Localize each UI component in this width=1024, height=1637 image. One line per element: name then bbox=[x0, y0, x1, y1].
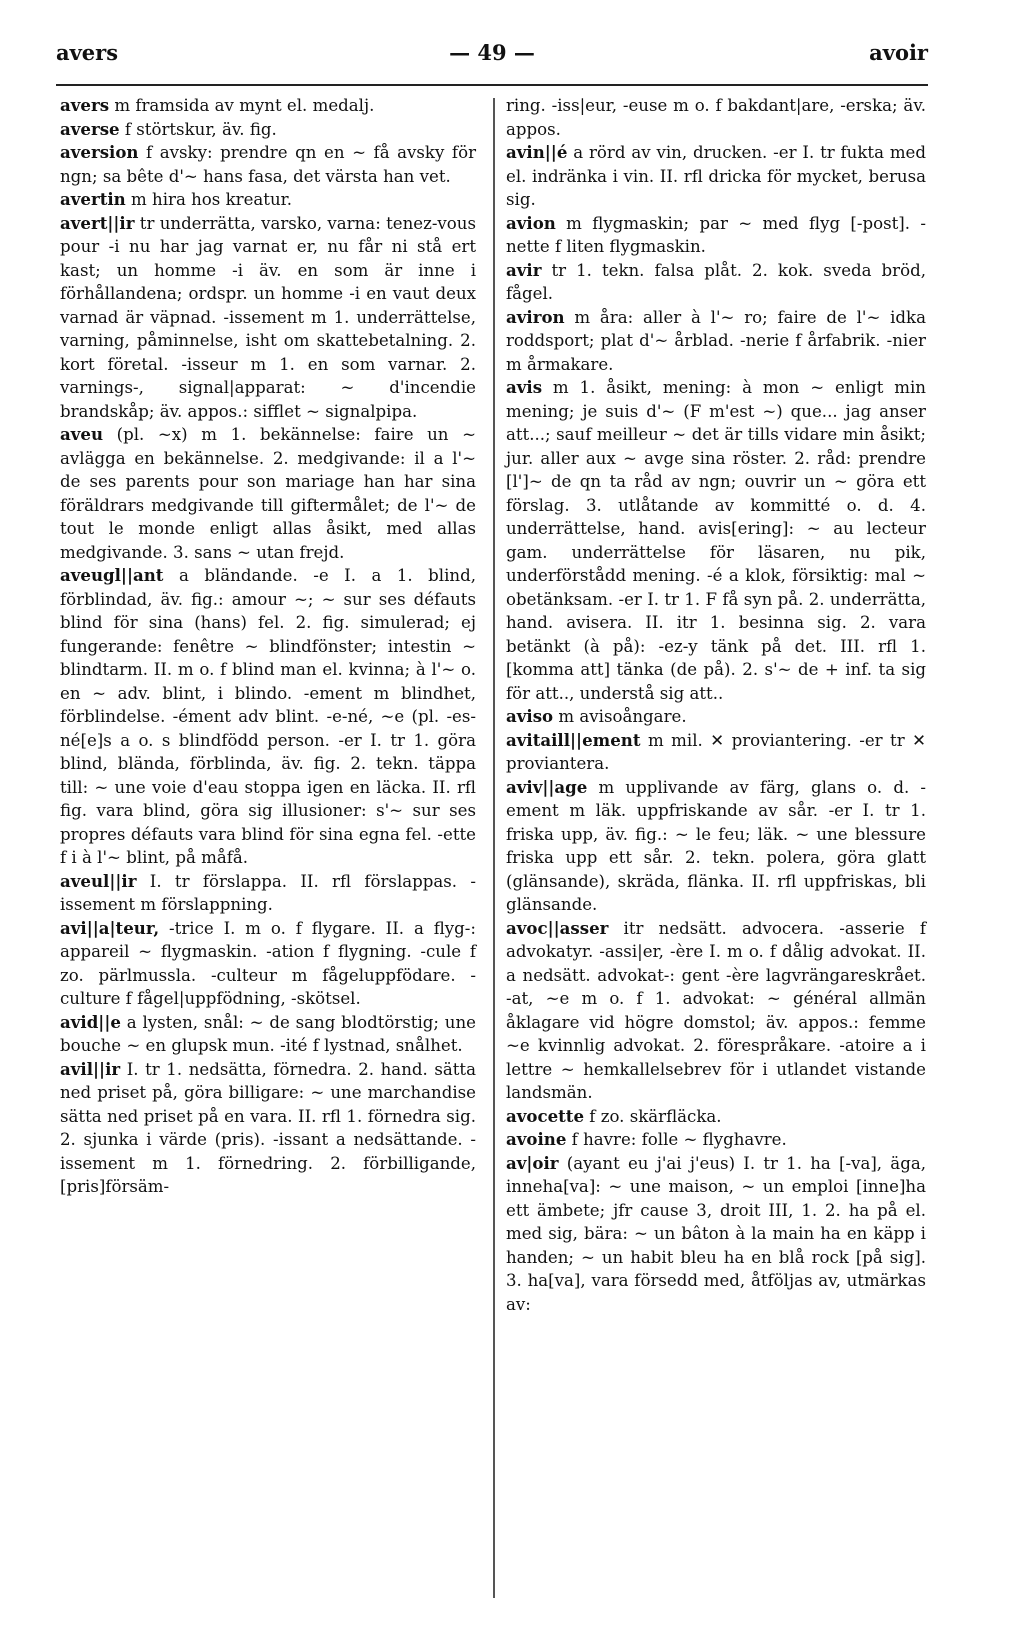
headword: aviron bbox=[506, 306, 565, 327]
column-divider bbox=[493, 98, 495, 1598]
headword: avocette bbox=[506, 1105, 585, 1126]
headword: aveu bbox=[60, 424, 104, 444]
running-head bbox=[56, 40, 928, 74]
left-column bbox=[60, 94, 476, 1199]
dictionary-entry: avocette f zo. skärfläcka. bbox=[506, 1105, 722, 1126]
headword: avers bbox=[60, 95, 110, 115]
headword: aviso bbox=[506, 706, 554, 726]
page-number: — 49 — bbox=[449, 40, 535, 65]
dictionary-entry: avil||ir I. tr 1. nedsätta, förnedra. 2. hand. sätta ned priset på, göra billigare: ~ une marchandise sätta ned priset på en vara. II. rfl 1. förnedra sig. 2. sjunka i värde (pris). -issant a nedsättande. -issement m 1. förnedring. 2. förbilligande, [pris]försäm- bbox=[60, 1058, 476, 1196]
headword: avertin bbox=[60, 189, 126, 209]
dictionary-entry: avertin m hira hos kreatur. bbox=[60, 189, 293, 209]
dictionary-entry: avers m framsida av mynt el. medalj. bbox=[60, 95, 375, 115]
dictionary-entry: aviso m avisoångare. bbox=[506, 706, 687, 726]
headword: av|oir bbox=[506, 1152, 559, 1173]
headword: avir bbox=[506, 259, 542, 280]
dictionary-entry: avion m flygmaskin; par ~ med flyg [-post]. -nette f liten flygmaskin. bbox=[506, 212, 926, 256]
headword: avitaill||ement bbox=[506, 729, 641, 750]
headword: avil||ir bbox=[60, 1058, 121, 1079]
dictionary-entry: avoc||asser itr nedsätt. advocera. -asserie f advokatyr. -assi|er, -ère I. m o. f dålig advokat. II. a nedsätt. advokat-: gent -ère lagvrängareskrået. -at, ~e m o. f 1. advokat: ~ général allmän åklagare vid högre domstol; äv. appos.: femme ~e kvinnlig advokat. 2. förespråkare. -atoire a i lettre ~ hemkallelsebrev för i utlandet vistande landsmän. bbox=[506, 917, 926, 1102]
dictionary-entry: aversion f avsky: prendre qn en ~ få avsky för ngn; sa bête d'~ hans fasa, det värsta han vet. bbox=[60, 142, 476, 186]
headword: avert||ir bbox=[60, 212, 135, 233]
headword: aveul||ir bbox=[60, 870, 137, 891]
dictionary-entry: aveugl||ant a bländande. -e I. a 1. blind, förblindad, äv. fig.: amour ~; ~ sur ses défauts blind för sina (hans) fel. 2. fig. simulerad; ej fungerande: fenêtre ~ blindfönster; intestin ~ blindtarm. II. m o. f blind man el. kvinna; à l'~ o. en ~ adv. blint, i blindo. -ement m blindhet, förblindelse. -ément adv blint. -e-né, ~e (pl. -es-né[e]s a o. s blindfödd person. -er I. tr 1. göra blind, blända, förblinda, äv. fig. 2. tekn. täppa till: ~ une voie d'eau stoppa igen en läcka. II. rfl fig. vara blind, göra sig illusioner: s'~ sur ses propres défauts vara blind för sina egna fel. -ette f i à l'~ blint, på måfå. bbox=[60, 565, 476, 867]
headword: aviv||age bbox=[506, 776, 588, 797]
headword: avi||a|teur, bbox=[60, 917, 160, 938]
headword: avoine bbox=[506, 1129, 567, 1149]
dictionary-entry: averse f störtskur, äv. fig. bbox=[60, 118, 277, 139]
header-rule bbox=[56, 84, 928, 86]
headword: aveugl||ant bbox=[60, 565, 164, 585]
dictionary-entry: avert||ir tr underrätta, varsko, varna: tenez-vous pour -i nu har jag varnat er, nu får ni stå ert kast; un homme -i äv. en som är inne i förhållandena; ordspr. un homme -i en vaut deux varnad är väpnad. -issement m 1. underrättelse, varning, påminnelse, isht om skattebetalning. 2. kort företal. -isseur m 1. en som varnar. 2. varnings-, signal|apparat: ~ d'incendie brandskåp; äv. appos.: sifflet ~ signalpipa. bbox=[60, 212, 476, 421]
dictionary-entry: aviron m åra: aller à l'~ ro; faire de l'~ idka roddsport; plat d'~ årblad. -nerie f årfabrik. -nier m årmakare. bbox=[506, 306, 926, 374]
headword: aversion bbox=[60, 142, 139, 162]
dictionary-entry: avoine f havre: folle ~ flyghavre. bbox=[506, 1129, 787, 1149]
dictionary-entry: aviv||age m upplivande av färg, glans o. d. -ement m läk. uppfriskande av sår. -er I. tr 1. friska upp, äv. fig.: ~ le feu; läk. ~ une blessure friska upp ett sår. 2. tekn. polera, göra glatt (glänsande), skräda, flänka. II. rfl uppfriskas, bli glänsande. bbox=[506, 776, 926, 914]
dictionary-entry: ring. -iss|eur, -euse m o. f bakdant|are, -erska; äv. appos. bbox=[506, 96, 926, 139]
dictionary-entry: aveul||ir I. tr förslappa. II. rfl förslappas. -issement m förslappning. bbox=[60, 870, 476, 914]
headword: averse bbox=[60, 118, 120, 139]
right-column bbox=[506, 94, 926, 1316]
dictionary-entry: avitaill||ement m mil. ✕ proviantering. -er tr ✕ proviantera. bbox=[506, 729, 926, 773]
dictionary-entry: av|oir (ayant eu j'ai j'eus) I. tr 1. ha [-va], äga, inneha[va]: ~ une maison, ~ un emploi [inne]ha ett ämbete; jfr cause 3, droit III, 1. 2. ha på el. med sig, bära: ~ un bâton à la main ha en käpp i handen; ~ un habit bleu ha en blå rock [på sig]. 3. ha[va], vara försedd med, åtföljas av, utmärkas av: bbox=[506, 1152, 926, 1314]
running-head-left: avers bbox=[56, 40, 119, 65]
dictionary-entry: avis m 1. åsikt, mening: à mon ~ enligt min mening; je suis d'~ (F m'est ~) que... jag anser att...; sauf meilleur ~ det är tills vidare min åsikt; jur. aller aux ~ avge sina röster. 2. råd: prendre [l']~ de qn ta råd av ngn; ouvrir un ~ göra ett förslag. 3. utlåtande av kommitté o. d. 4. underrättelse, hand. avis[ering]: ~ au lecteur gam. underrättelse för läsaren, nu pik, underförstådd mening. -é a klok, försiktig: mal ~ obetänksam. -er I. tr 1. F få syn på. 2. underrätta, hand. avisera. II. itr 1. besinna sig. 2. vara betänkt (à på): -ez-y tänk på det. III. rfl 1. [komma att] tänka (de på). 2. s'~ de + inf. ta sig för att.., understå sig att.. bbox=[506, 377, 926, 703]
headword: avin||é bbox=[506, 142, 568, 162]
dictionary-entry: avi||a|teur, -trice I. m o. f flygare. II. a flyg-: appareil ~ flygmaskin. -ation f flygning. -cule f zo. pärlmussla. -culteur m fågeluppfödare. -culture f fågel|uppfödning, -skötsel. bbox=[60, 917, 476, 1008]
running-head-right: avoir bbox=[869, 40, 928, 65]
dictionary-entry: avid||e a lysten, snål: ~ de sang blodtörstig; une bouche ~ en glupsk mun. -ité f lystnad, snålhet. bbox=[60, 1011, 476, 1055]
headword: avoc||asser bbox=[506, 917, 609, 938]
dictionary-entry: aveu (pl. ~x) m 1. bekännelse: faire un ~ avlägga en bekännelse. 2. medgivande: il a l'~ de ses parents pour son mariage han har sina föräldrars medgivande till giftermålet; de l'~ de tout le monde enligt allas åsikt, med allas medgivande. 3. sans ~ utan frejd. bbox=[60, 424, 476, 562]
dictionary-entry: avin||é a rörd av vin, drucken. -er I. tr fukta med el. indränka i vin. II. rfl dricka för mycket, berusa sig. bbox=[506, 142, 926, 209]
dictionary-entry: avir tr 1. tekn. falsa plåt. 2. kok. sveda bröd, fågel. bbox=[506, 259, 926, 303]
headword: avis bbox=[506, 377, 543, 397]
headword: avid||e bbox=[60, 1011, 121, 1032]
headword: avion bbox=[506, 212, 556, 233]
